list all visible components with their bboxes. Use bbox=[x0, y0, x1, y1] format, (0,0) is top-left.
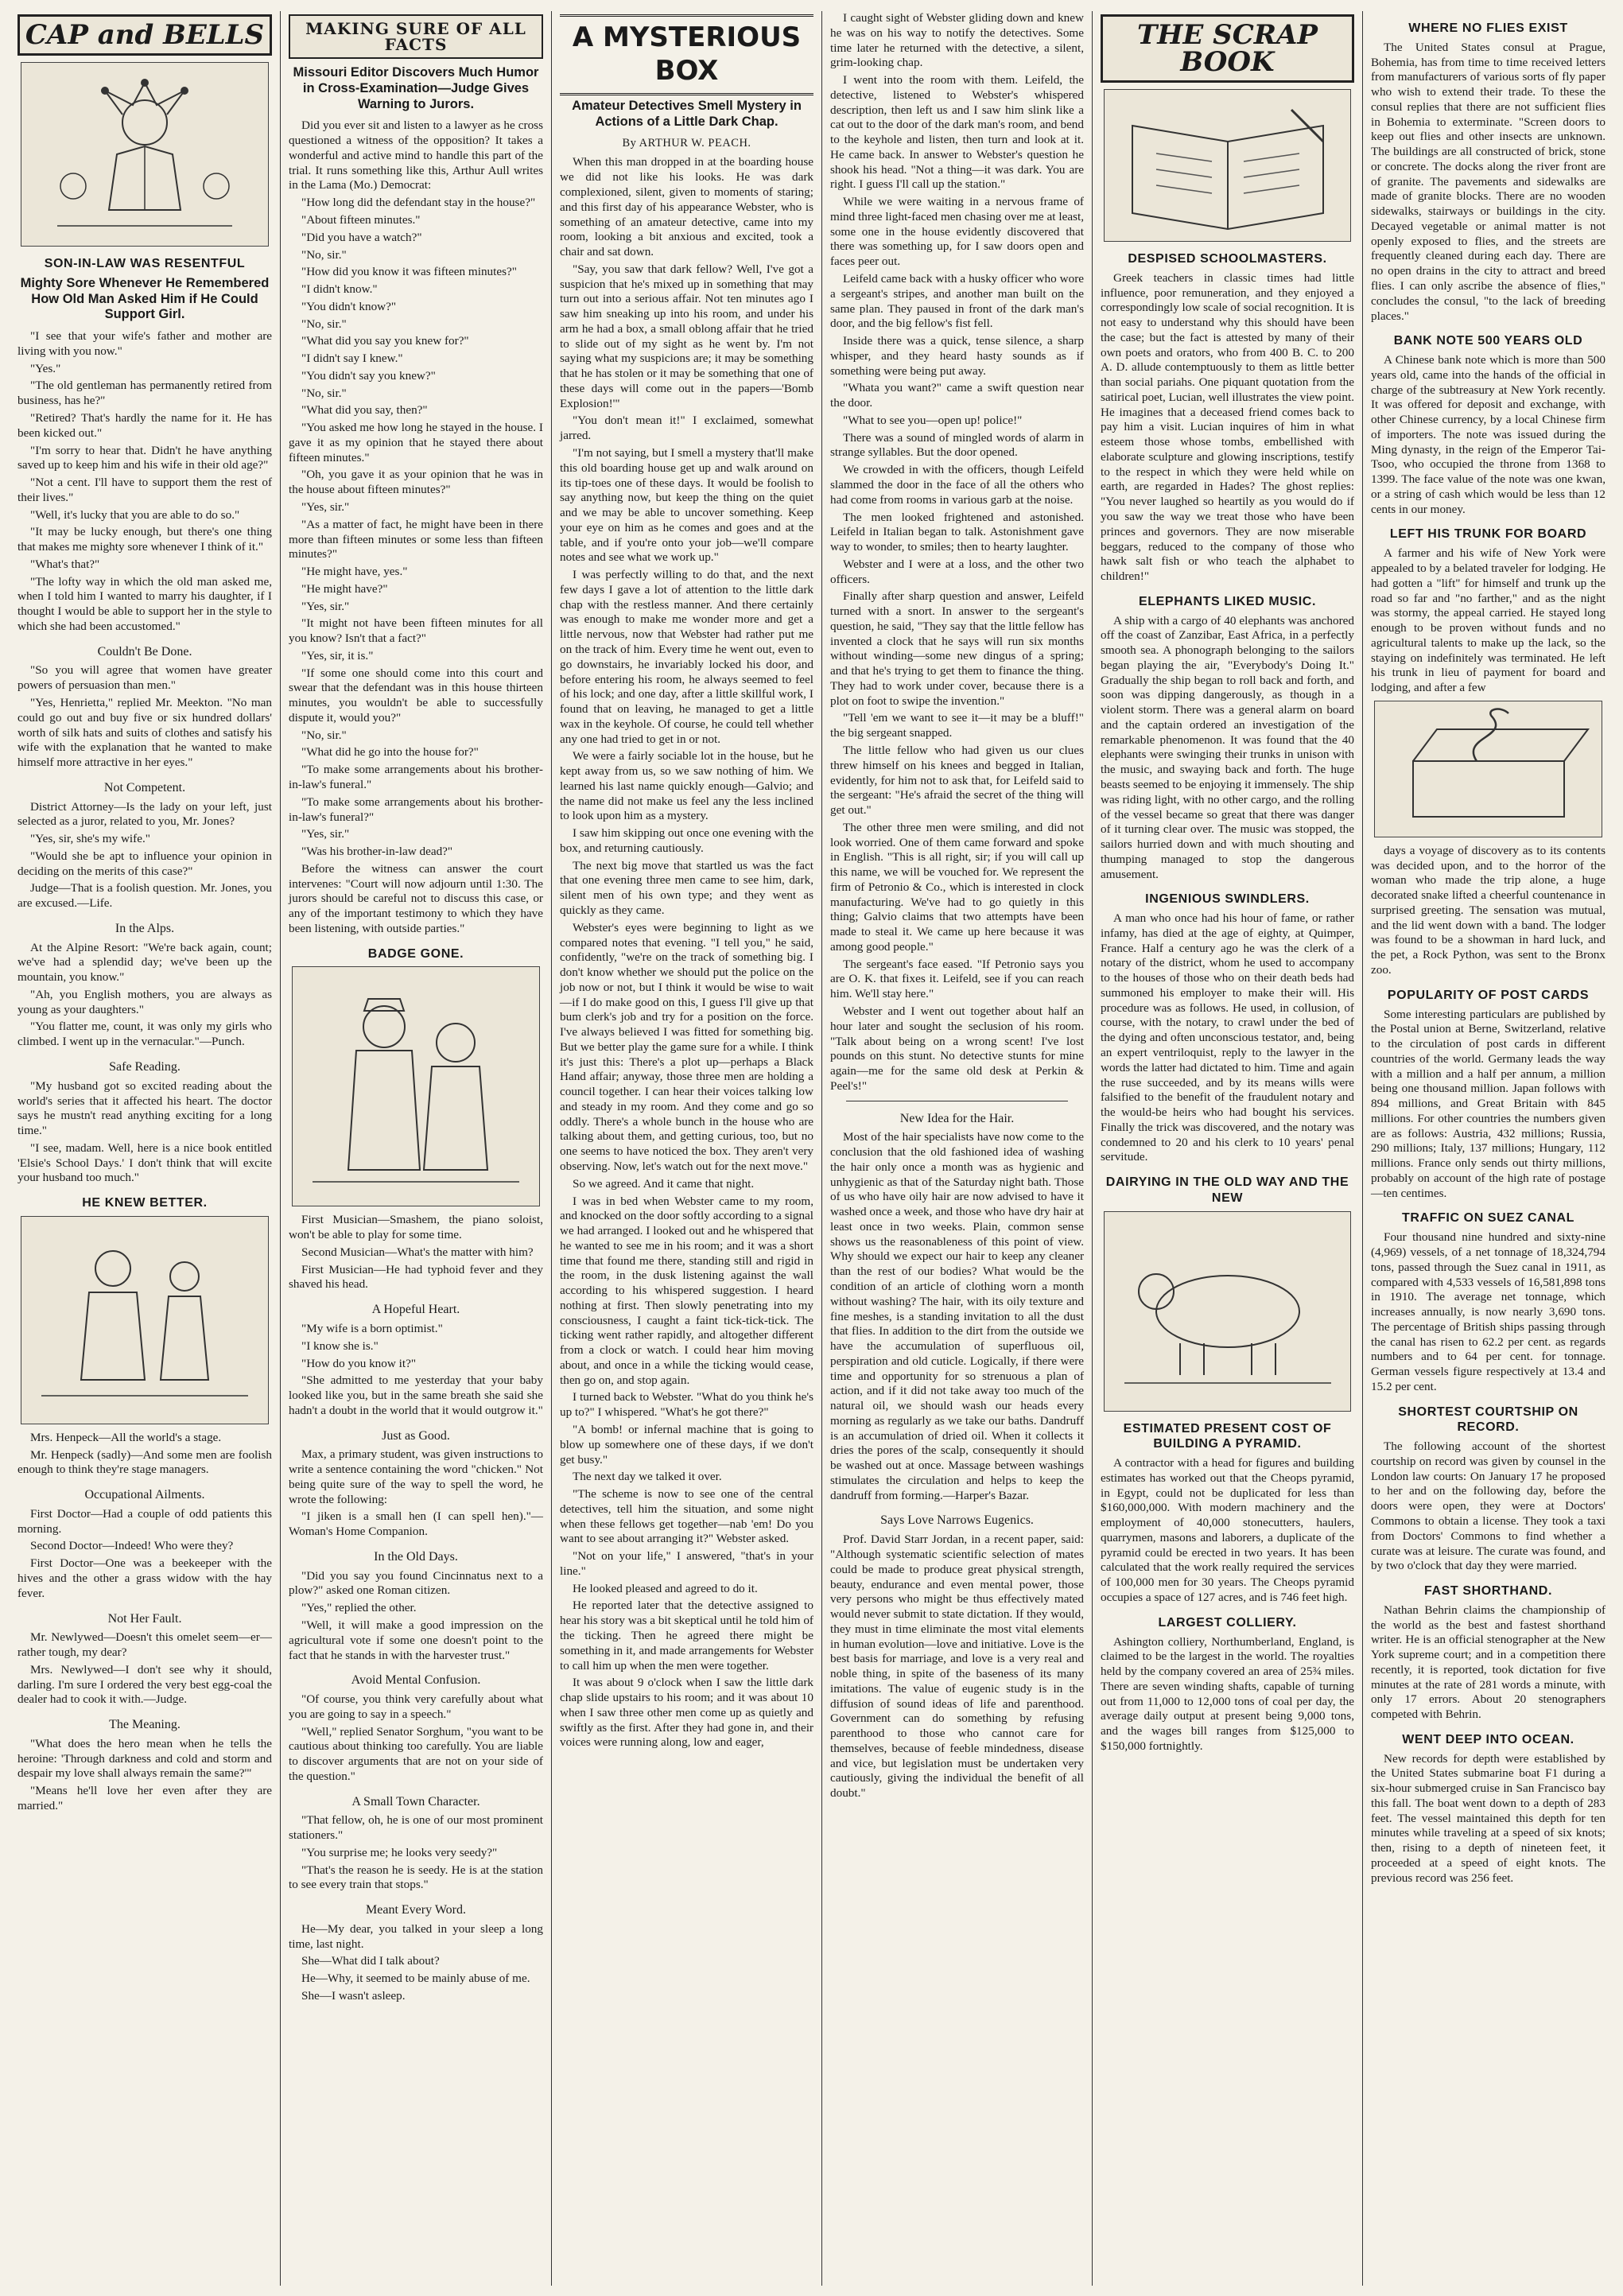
paragraph: It was about 9 o'clock when I saw the little dark chap slide upstairs to his room; and it was about 10 when I saw three other men come up as quietly and swiftly as the first. After they had gone in, and their voices were running along, low and eager, bbox=[560, 1676, 813, 1750]
paragraph: "Means he'll love her even after they are married." bbox=[17, 1784, 272, 1812]
paragraph: "I jiken is a small hen (I can spell hen)."—Woman's Home Companion. bbox=[289, 1509, 543, 1539]
column-5 bbox=[1092, 11, 1362, 2286]
paragraph: District Attorney—Is the lady on your left, just selected as a juror, related to you, Mr. Jones? bbox=[17, 799, 272, 829]
jester-illustration bbox=[21, 62, 269, 247]
paragraph: "My wife is a born optimist." bbox=[301, 1322, 443, 1335]
paragraph: "I didn't know." bbox=[301, 282, 378, 297]
paragraph: I was perfectly willing to do that, and the next few days I gave a lot of attention to the little dark chap with the restless manner. And there certainly was enough to make me wonder more and get a little nervous, now that Webster had rather put me on the track of him. Every time he went out, even to go downstairs, he invariably locked his door, and before entering his room, he always seemed to feel of his lock; and one day, after a little skillful work, I found that on leaving, he managed to get a little wax in the keyhole. Of course, he could tell whether any one had tried to get in or not. bbox=[560, 568, 813, 746]
article-head: A Small Town Character. bbox=[351, 1794, 480, 1808]
paragraph: She—What did I talk about? bbox=[301, 1954, 440, 1968]
paragraph: New records for depth were established by the United States submarine boat F1 during a six-hour submerged cruise in San Francisco bay this fall. The boat went down to a depth of 283 feet. The vessel maintained this depth for ten minutes while traveling at a speed of six knots; then, rising to a depth of nineteen feet, it proceeded at a speed of eight knots. The previous record was 256 feet. bbox=[1371, 1751, 1606, 1885]
paragraph: Second Doctor—Indeed! Who were they? bbox=[30, 1539, 234, 1553]
column-4 bbox=[821, 11, 1092, 2286]
article-byline: By ARTHUR W. PEACH. bbox=[622, 136, 751, 150]
paragraph: A ship with a cargo of 40 elephants was anchored off the coast of Zanzibar, East Africa, in a perfectly smooth sea. A phonograph belonging to the sailors began playing the air, "Everybody's Doing It." Gradually the ship began to roll back and forth, and soon was dipping dangerously, as though in a violent storm. There was a general alarm on board and the captain ordered an investigation of the remarkable phenomenon. It was found that the 40 elephants were swinging their trunks in unison with the music, and swaying back and forth. The huge beasts seemed to be enjoying it immensely. The ship was riding light, with no other cargo, and the rolling of the vessel became so great that there was danger of it turning clear over. The music was stopped, the sailors hurried down and with much shouting and thumping managed to stop the dangerous amusement. bbox=[1101, 613, 1354, 881]
article-head: Not Competent. bbox=[103, 780, 186, 794]
paragraph: Webster and I went out together about half an hour later and sought the seclusion of his room. "Talk about being on a wrong scent! I've lost pounds on this stunt. No detective stunts for mine again—me for the same old desk at Perkin & Peel's!" bbox=[830, 1004, 1084, 1093]
paragraph: "Yes." bbox=[30, 361, 61, 375]
article-head: Not Her Fault. bbox=[107, 1611, 182, 1626]
paragraph: "Retired? That's hardly the name for it. He has been kicked out." bbox=[17, 410, 272, 440]
column-1 bbox=[10, 11, 280, 2286]
paragraph: "No, sir." bbox=[301, 247, 347, 262]
paragraph: "You don't mean it!" I exclaimed, somewhat jarred. bbox=[560, 414, 813, 443]
paragraph: There was a sound of mingled words of alarm in strange syllables. But the door opened. bbox=[830, 430, 1084, 460]
paragraph: So we agreed. And it came that night. bbox=[573, 1176, 755, 1191]
paragraph: "He might have?" bbox=[301, 581, 388, 596]
article-head: BANK NOTE 500 YEARS OLD bbox=[1393, 334, 1583, 348]
paragraph: "I know she is." bbox=[301, 1338, 379, 1353]
paragraph: "She admitted to me yesterday that your baby looked like you, but in the same breath she said she hadn't a doubt in the world that it would outgrow it." bbox=[289, 1373, 543, 1417]
article-deck: Amateur Detectives Smell Mystery in Actions of a Little Dark Chap. bbox=[572, 98, 802, 129]
paragraph: Leifeld came back with a husky officer who wore a sergeant's stripes, and another man built on the same plan. They paused in front of the dark man's door, and the big fellow's fist fell. bbox=[830, 272, 1084, 331]
paragraph: "I didn't say I knew." bbox=[301, 352, 403, 366]
paragraph: "I'm not saying, but I smell a mystery that'll make this old boarding house get up and walk around on its tip-toes one of these days. It would be foolish to say anything now, but keep the thing on the quiet and we may be able to uncover something. Keep your eye on him as he comes and goes and at the table, and if you're onto your job—we'll compare notes and see what we work up." bbox=[560, 446, 813, 565]
column-3 bbox=[551, 11, 821, 2286]
article-head: In the Alps. bbox=[115, 921, 175, 935]
paragraph: "Yes, sir, she's my wife." bbox=[30, 832, 150, 846]
paragraph: She—I wasn't asleep. bbox=[301, 1989, 406, 2003]
paragraph: First Musician—He had typhoid fever and they shaved his head. bbox=[289, 1262, 543, 1292]
article-head: ELEPHANTS LIKED MUSIC. bbox=[1139, 594, 1316, 608]
paragraph: The other three men were smiling, and did not look worried. One of them came forward and spoke in English. "This is all right, sir; if you will call up this name, we will be vouched for. We represent the firm of Petronio & Co., which is interested in clock manufacturing. We've had to go quietly in this thing; Galvio claims that two attempts have been made to steal it. We came up here because it was among good people." bbox=[830, 820, 1084, 954]
paragraph: Before the witness can answer the court intervenes: "Court will now adjourn until 1:30. The jurors should be careful not to discuss this case, or any of the important testimony to which they have been listening, with outside parties." bbox=[289, 861, 543, 935]
article-deck: Mighty Sore Whenever He Remembered How Old Man Asked Him if He Could Support Girl. bbox=[20, 275, 270, 322]
paragraph: "That fellow, oh, he is one of our most prominent stationers." bbox=[289, 1813, 543, 1843]
snake-trunk-icon bbox=[1381, 705, 1596, 833]
article-head: Says Love Narrows Eugenics. bbox=[880, 1513, 1034, 1528]
article-head: A Hopeful Heart. bbox=[371, 1303, 460, 1317]
paragraph: Mr. Newlywed—Doesn't this omelet seem—er—rather tough, my dear? bbox=[17, 1630, 272, 1660]
paragraph: "You surprise me; he looks very seedy?" bbox=[301, 1845, 498, 1859]
paragraph: I was in bed when Webster came to my room, and knocked on the door softly according to a signal we had arranged. I looked out and he whispered that he wanted to see me in his room; and it was a short time that found me there, standing still and rigid in the room, in the dusk listening against the wall according to his whispered suggestion. I heard nothing at first. Then slowly penetrating into my consciousness, I caught a faint tick-tick-tick. The ticking went rather rapidly, and altogether different from a clock or watch. I could hear him moving about, and once in a while the ticking would cease, then go on, and stop again. bbox=[560, 1194, 813, 1387]
paragraph: "I see, madam. Well, here is a nice book entitled 'Elsie's School Days.' I don't think that will excite your husband too much." bbox=[17, 1140, 272, 1185]
jester-icon bbox=[25, 67, 264, 242]
paragraph: "The scheme is now to see one of the central detectives, tell him the situation, and some night when these fellows get together—nab 'em! Do you want to see about arranging it?" Webster asked. bbox=[560, 1487, 813, 1546]
paragraph: A contractor with a head for figures and building estimates has worked out that the Cheops pyramid, in Egypt, could not be duplicated for less than $160,000,000. With modern machinery and the employment of 40,000 stonecutters, haulers, quarrymen, masons and laborers, a duplicate of the pyramid could be erected in two years. It has been calculated that the work really required the services of 100,000 men for 30 years. The Cheops pyramid occupies a space of 127 acres, and is 746 feet high. bbox=[1101, 1456, 1354, 1605]
article-head: ESTIMATED PRESENT COST OF BUILDING A PYRAMID. bbox=[1123, 1421, 1332, 1451]
article-head: Occupational Ailments. bbox=[84, 1488, 205, 1502]
musicians-cartoon bbox=[292, 966, 540, 1206]
paragraph: "Say, you saw that dark fellow? Well, I've got a suspicion that he's mixed up in something that may turn out into a serious affair. Not ten minutes ago I saw him sneaking up into his room, and under his arm he had a box, a small oblong affair that he tried to slide out of my sight as he went by. I'm not saying what my suspicions are; it may be something that he has stolen or it may be something that one of these days will come out in the papers—'Bomb Explosion!'" bbox=[560, 262, 813, 410]
henpeck-cartoon bbox=[21, 1216, 269, 1424]
paragraph: "What's that?" bbox=[30, 557, 100, 571]
article-head: In the Old Days. bbox=[374, 1549, 458, 1564]
article-head: POPULARITY OF POST CARDS bbox=[1387, 988, 1590, 1002]
paragraph: "Yes, sir." bbox=[301, 599, 350, 613]
paragraph: Most of the hair specialists have now come to the conclusion that the old fashioned idea of washing the hair only once a month was as hygienic and unhygienic as that of the Saturday night bath. Those of us who have oily hair are now advised to have it washed once a week, and those who have dry hair at least once in two weeks. Plain, common sense shows us the reasonableness of this point of view. Why should we expect our hair to keep any cleaner than the rest of our bodies? What would be the condition of an article of clothing worn a month without washing? The hair, with its oily texture and fine meshes, is a standing invitation to all the dust that flies. In addition to the dirt from the outside we have the accumulation of superfluous oil, perspiration and old cuticle. Logically, if there were time and opportunity for so strenuous a plan of action, and if it did not take away too much of the natural oil, we should wash our heads every morning as regularly as we take our baths. Dandruff is an accumulation of dried oil. When it collects it dries the pores of the scalp, consequently it should be washed out at once. Massage between washings stimulates the circulation and helps to keep the dandruff from forming.—Harper's Bazar. bbox=[830, 1130, 1084, 1502]
paragraph: "My husband got so excited reading about the world's series that it affected his heart. The doctor says he mustn't read anything exciting for a long time." bbox=[17, 1078, 272, 1138]
scrapbook-illustration bbox=[1104, 89, 1351, 242]
article-head: BADGE GONE. bbox=[367, 946, 464, 961]
paragraph: "What to see you—open up! police!" bbox=[843, 413, 1023, 427]
article-head: LEFT HIS TRUNK FOR BOARD bbox=[1389, 527, 1587, 542]
paragraph: While we were waiting in a nervous frame of mind three light-faced men chasing over me at least, some one in the house evidently discovered that there was something up, for I saw doors open and faces peer out. bbox=[830, 195, 1084, 269]
paragraph: "A bomb! or infernal machine that is going to blow up somewhere one of these days, if we don't get busy." bbox=[560, 1423, 813, 1467]
paragraph: A farmer and his wife of New York were appealed to by a belated traveler for lodging. He had gotten a "lift" for himself and trunk up the road so far and "no farther," and as the night was stormy, the appeal carried. He stayed long enough to be proven without funds and no agricultural talents to make up the lack, so the staying on indefinitely was terminated. He left his trunk in lieu of payment for board and lodging, and after a few bbox=[1371, 546, 1606, 695]
paragraph: "What does the hero mean when he tells the heroine: 'Through darkness and cold and storm and despair my love shall always remain the same?'" bbox=[17, 1736, 272, 1781]
paragraph: We were a fairly sociable lot in the house, but he kept away from us, so we saw nothing of him. We learned his last name quickly enough—Galvio; and the name did not make us feel any the less inclined to look upon him as a mystery. bbox=[560, 749, 813, 823]
paragraph: Finally after sharp question and answer, Leifeld turned with a snort. In answer to the sergeant's question, he said, "They say that the little fellow has invented a clock that he says will run six months without winding—some new dingus of a spring; and that he's trying to get them to finance the thing. They had to work under cover, because there is a plot on foot to swipe the invention." bbox=[830, 589, 1084, 708]
making-sure-masthead: MAKING SURE OF ALL FACTS bbox=[289, 14, 543, 59]
paragraph: "Would she be apt to influence your opinion in deciding on the merits of this case?" bbox=[17, 849, 272, 878]
paragraph: "No, sir." bbox=[301, 728, 347, 742]
paragraph: "If some one should come into this court and swear that the defendant was in this house thirteen minutes, you wouldn't be able to successfully dispute it, would you?" bbox=[289, 666, 543, 725]
paragraph: "No, sir." bbox=[301, 386, 347, 400]
paragraph: The United States consul at Prague, Bohemia, has from time to time received letters from manufacturers of various sorts of fly paper who wish to extend their trade. To these the consul replies that there are not sufficient flies in Bohemia to exterminate. "Screen doors to keep out flies and other insects are unknown. The buildings are all constructed of brick, stone or concrete. The docks along the river front are of granite. The pavements and sidewalks are made of granite blocks. There are no wooden sidewalks, stairways or buildings in the city. Decayed vegetable or animal matter is not openly exposed to flies, and the streets are frequently cleaned during each day. There are no open drains in the city to attract and breed flies. I can only ascribe the absence of flies," concludes the consul, "to the lack of breeding places." bbox=[1371, 40, 1606, 323]
paragraph: First Doctor—Had a couple of odd patients this morning. bbox=[17, 1506, 272, 1536]
article-head: Just as Good. bbox=[382, 1428, 450, 1443]
paragraph: Mrs. Henpeck—All the world's a stage. bbox=[30, 1430, 222, 1444]
paragraph: "Did you have a watch?" bbox=[301, 230, 422, 244]
cow-icon bbox=[1109, 1216, 1347, 1407]
article-head: New Idea for the Hair. bbox=[899, 1111, 1015, 1125]
paragraph: "How long did the defendant stay in the house?" bbox=[301, 196, 536, 210]
dairying-illustration bbox=[1104, 1211, 1351, 1412]
paragraph: He—Why, it seemed to be mainly abuse of me. bbox=[301, 1972, 530, 1986]
article-head: Meant Every Word. bbox=[366, 1903, 466, 1917]
article-head: Couldn't Be Done. bbox=[97, 644, 192, 658]
paragraph: We crowded in with the officers, though Leifeld slammed the door in the face of all the others who had come from rooms in various garb at the noise. bbox=[830, 463, 1084, 507]
paragraph: "Of course, you think very carefully about what you are going to say in a speech." bbox=[289, 1692, 543, 1721]
paragraph: Did you ever sit and listen to a lawyer as he cross questioned a witness of the opposition? It takes a wonderful and active mind to handle this part of the trial. It runs something like this, Arthur Aull writes in the Lama (Mo.) Democrat: bbox=[289, 118, 543, 192]
article-head: TRAFFIC ON SUEZ CANAL bbox=[1401, 1211, 1575, 1226]
column-2 bbox=[280, 11, 551, 2286]
paragraph: "Yes, sir." bbox=[301, 500, 350, 514]
paragraph: Judge—That is a foolish question. Mr. Jones, you are excused.—Life. bbox=[17, 881, 272, 911]
paragraph: The men looked frightened and astonished. Leifeld in Italian began to talk. Astonishment gave way to wonder, to smiles; then to hearty laughter. bbox=[830, 510, 1084, 554]
paragraph: I turned back to Webster. "What do you think he's up to?" I whispered. "What's he got there?" bbox=[560, 1390, 813, 1420]
paragraph: "Did you say you found Cincinnatus next to a plow?" asked one Roman citizen. bbox=[289, 1568, 543, 1598]
open-book-icon bbox=[1109, 94, 1347, 237]
paragraph: First Doctor—One was a beekeeper with the hives and the other a grass widow with the hay fever. bbox=[17, 1556, 272, 1600]
article-head: DAIRYING IN THE OLD WAY AND THE NEW bbox=[1105, 1175, 1349, 1205]
paragraph: "About fifteen minutes." bbox=[301, 212, 421, 227]
paragraph: "Yes, Henrietta," replied Mr. Meekton. "No man could go out and buy five or six hundred dollars' worth of silk hats and suits of clothes and satisfy his wife with the explanation that he wanted to make himself more attractive in her eyes." bbox=[17, 695, 272, 770]
paragraph: "Whata you want?" came a swift question near the door. bbox=[830, 381, 1084, 410]
cap-and-bells-masthead: CAP and BELLS bbox=[17, 14, 272, 56]
paragraph: The next big move that startled us was the fact that one evening three men came to see him, dark, silent men of his own type; and they went as quickly as they came. bbox=[560, 858, 813, 917]
paragraph: The sergeant's face eased. "If Petronio says you are O. K. that fixes it. Leifeld, see if you can reach him. We'll stay here." bbox=[830, 957, 1084, 1001]
mysterious-box-title: A MYSTERIOUS BOX bbox=[560, 14, 813, 95]
paragraph: He looked pleased and agreed to do it. bbox=[573, 1581, 758, 1595]
paragraph: days a voyage of discovery as to its contents was decided upon, and to the horror of the woman who made the trip alone, a huge decorated snake lifted a cheerful countenance in surprised greeting. The sensation was mutual, and the lid went down with a band. The lodger was found to be a showman in hard luck, and the pet, a Rock Python, was sent to the Bronx zoo. bbox=[1371, 843, 1606, 977]
paragraph: He—My dear, you talked in your sleep a long time, last night. bbox=[289, 1921, 543, 1951]
paragraph: "Not a cent. I'll have to support them the rest of their lives." bbox=[17, 476, 272, 504]
article-head: INGENIOUS SWINDLERS. bbox=[1145, 892, 1310, 907]
scrap-book-masthead: THE SCRAP BOOK bbox=[1101, 14, 1354, 83]
paragraph: "Not on your life," I answered, "that's in your line." bbox=[560, 1549, 813, 1578]
paragraph: "You asked me how long he stayed in the house. I gave it as my opinion that he stayed there about fifteen minutes." bbox=[289, 421, 543, 464]
paragraph: "Well, it's lucky that you are able to do so." bbox=[30, 507, 240, 522]
article-deck: Missouri Editor Discovers Much Humor in Cross-Examination—Judge Gives Warning to Jurors. bbox=[293, 65, 539, 111]
paragraph: Some interesting particulars are published by the Postal union at Berne, Switzerland, relative to the circulation of post cards in different countries of the world. Germany leads the way with a million and a half per annum, a million being one thousand million. Japan follows with 894 millions, and Great Britain with 845 millions. For other countries the numbers given are as follows: Austria, 432 millions; Russia, 290 millions; Italy, 137 millions; Hungary, 112 millions. France only sends out thirty millions, probably on account of the high rate of postage—ten centimes. bbox=[1371, 1007, 1606, 1200]
paragraph: Webster and I were at a loss, and the other two officers. bbox=[830, 557, 1084, 586]
paragraph: "It might not have been fifteen minutes for all you know? Isn't that a fact?" bbox=[289, 616, 543, 646]
paragraph: The following account of the shortest courtship on record was given by counsel in the London law courts: On January 17 he proposed to her and on the following day, before the doors were open, they were at Doctors' Commons to obtain a license. They took a taxi from Doctors' Commons to find whether a curate was at leisure. The curate was found, and by two o'clock that day they were married. bbox=[1371, 1439, 1606, 1573]
paragraph: "What did he go into the house for?" bbox=[301, 745, 479, 760]
paragraph: "The lofty way in which the old man asked me, when I told him I wanted to marry his daughter, if I thought I would be able to support her in the style to which she had been accustomed." bbox=[17, 574, 272, 633]
paragraph: At the Alpine Resort: "We're back again, count; we've had a splendid day; we've been up the mountain, you know." bbox=[17, 940, 272, 985]
article-head: Safe Reading. bbox=[109, 1060, 181, 1074]
column-6 bbox=[1362, 11, 1613, 2286]
paragraph: "Ah, you English mothers, you are always as young as your daughters." bbox=[17, 987, 272, 1016]
paragraph: I went into the room with them. Leifeld, the detective, listened to Webster's whispered description, then left us and I saw him slink like a cat out to the door of the dark man's room, and bend to the keyhole and listen, then turn and look at it. He came back. In answer to Webster's question he shook his head. "Not a thing—it was dark. You are right. I guess I'll call up the station." bbox=[830, 73, 1084, 192]
article-head: WENT DEEP INTO OCEAN. bbox=[1402, 1732, 1574, 1746]
paragraph: "As a matter of fact, he might have been in there more than fifteen minutes or some less than fifteen minutes?" bbox=[289, 517, 543, 561]
paragraph: "He might have, yes." bbox=[301, 565, 408, 579]
paragraph: When this man dropped in at the boarding house we did not like his looks. He was dark complexioned, silent, given to moments of staring; and this first day of his appearance Webster, who is something of an amateur detective, came into my room, looking a bit anxious and excited, took a chair and sat down. bbox=[560, 155, 813, 259]
paragraph: Second Musician—What's the matter with him? bbox=[301, 1245, 534, 1259]
paragraph: "Well, it will make a good impression on the agricultural vote if some one doesn't point to the fact that he stands in with the harvester trust." bbox=[289, 1618, 543, 1662]
paragraph: "Was his brother-in-law dead?" bbox=[301, 845, 453, 859]
paragraph: "So you will agree that women have greater powers of persuasion than men." bbox=[17, 663, 272, 693]
paragraph: I saw him skipping out once one evening with the box, and returning cautiously. bbox=[560, 826, 813, 855]
paragraph: "What did you say you knew for?" bbox=[301, 334, 469, 348]
paragraph: Greek teachers in classic times had little influence, poor remuneration, and they enjoyed a correspondingly low scale of social recognition. It is not easy to understand why this should have been the case; but the fact is attested by many of their own poets and orators, who from 400 B. C. to 200 A. D. allude contemptuously to them as little better than social pariahs. One piquant quotation from the satirical poet, Lucian, well illustrates the view point. He imagines that a deceased friend comes back to pay him a visit. Lucian inquires of him in what esteem those whose tombs, embellished with elaborate sculpture and glowing inscriptions, testify to the respect in which they were held while on earth, are regarded in Hades? The ghost replies: "You never laughed so heartily as you would do if you saw the way we treat those who have been princes and governors. They are now miserable beggars, reduced to the company of those who hawk salt fish or who teach the alphabet to children!" bbox=[1101, 270, 1354, 584]
paragraph: The next day we talked it over. bbox=[573, 1470, 722, 1484]
article-head: The Meaning. bbox=[109, 1718, 181, 1732]
paragraph: I caught sight of Webster gliding down and knew he was on his way to notify the detectives. Some time later he returned with the detective, a silent, grim-looking chap. bbox=[830, 11, 1084, 70]
paragraph: First Musician—Smashem, the piano soloist, won't be able to play for some time. bbox=[289, 1213, 543, 1242]
paragraph: Ashington colliery, Northumberland, England, is claimed to be the largest in the world. The royalties held by the company covered an area of 25¾ miles. There are seven winding shafts, capable of turning out from 11,000 to 12,000 tons of coal per day, the average daily output at present being 9,000 tons, and the wages bill ranges from $125,000 to $150,000 fortnightly. bbox=[1101, 1634, 1354, 1753]
paragraph: Nathan Behrin claims the championship of the world as the best and fastest shorthand writer. He is an official stenographer at the New York supreme court; and in a competition there recently, it is reported, took dictation for five minutes at the rate of 281 words a minute, with only 17 errors. About 20 stenographers competed with Behrin. bbox=[1371, 1603, 1606, 1722]
article-head: DESPISED SCHOOLMASTERS. bbox=[1128, 252, 1327, 266]
paragraph: The little fellow who had given us our clues threw himself on his knees and begged in Italian, evidently, for him not to ask that, for Leifeld said to the sergeant: "He's afraid the secret of the thing will get out." bbox=[830, 743, 1084, 818]
paragraph: "No, sir." bbox=[301, 317, 347, 331]
musicians-icon bbox=[297, 971, 535, 1202]
paragraph: "How do you know it?" bbox=[301, 1356, 417, 1370]
paragraph: Max, a primary student, was given instructions to write a sentence containing the word "chicken." Not being quite sure of the way to spell the word, he wrote the following: bbox=[289, 1447, 543, 1506]
paragraph: "I'm sorry to hear that. Didn't he have anything saved up to keep him and his wife in their old age?" bbox=[17, 443, 272, 472]
paragraph: "You didn't know?" bbox=[301, 299, 397, 313]
paragraph: "Yes," replied the other. bbox=[301, 1601, 417, 1615]
paragraph: "Yes, sir." bbox=[301, 827, 350, 841]
paragraph: "That's the reason he is seedy. He is at the station to see every train that stops." bbox=[289, 1863, 543, 1892]
article-head: LARGEST COLLIERY. bbox=[1158, 1615, 1297, 1630]
paragraph: "Oh, you gave it as your opinion that he was in the house about fifteen minutes?" bbox=[289, 468, 543, 497]
paragraph: "You flatter me, count, it was only my girls who climbed. I went up in the vernacular."—Punch. bbox=[17, 1020, 272, 1049]
paragraph: Webster's eyes were beginning to light as we compared notes that evening. "I tell you," he said, confidently, "we're on the track of something big. I don't know whether we should put the police on the job now or not, but I think it would be wise to wait—if I do make good on this, I guess I'll give up that bum clerk's job and try for a position on the force. I've always believed I was fitted for something big. But we better play the game sure for a while. I think it's just this: There's a plot up—perhaps a Black Hand affair; anyway, those three men are holding a council together. I can hear their voices talking low and steady in my room. And they come and go so oddly. There's a whole bunch in the house who are talking about them, and getting curious, too, but no one seems to have noticed the box. They aren't very observing. Now, let's watch out for the next move." bbox=[560, 920, 813, 1173]
article-head: Avoid Mental Confusion. bbox=[351, 1673, 481, 1688]
paragraph: Four thousand nine hundred and sixty-nine (4,969) vessels, of a net tonnage of 18,324,794 tons, passed through the Suez canal in 1911, as compared with 4,533 vessels of 16,581,898 tons in 1910. The average net tonnage, which increases annually, is now nearly 3,690 tons. The percentage of British ships passing through the canal has risen to 62.2 per cent. as regards numbers and to 64 per cent. for tonnage. German vessels figure respectively at 13.4 and 15.2 per cent. bbox=[1371, 1230, 1606, 1393]
cartoon-couple-icon bbox=[25, 1221, 264, 1420]
paragraph: "The old gentleman has permanently retired from business, has he?" bbox=[17, 379, 272, 408]
paragraph: Inside there was a quick, tense silence, a sharp whisper, and they heard hasty sounds as if something were being put away. bbox=[830, 334, 1084, 378]
article-head: FAST SHORTHAND. bbox=[1424, 1584, 1552, 1599]
paragraph: "It may be lucky enough, but there's one thing that makes me mighty sore whenever I think of it." bbox=[17, 525, 272, 554]
paragraph: A man who once had his hour of fame, or rather infamy, has died at the age of eighty, at Quimper, France. Half a century ago he was the clerk of a notary of the district, whom he used to accompany to the houses of those who on their death beds had summoned his employer to make their will. His procedure was as follows. He used, in collusion, of course, with the notary, to crawl under the bed of the dying and often unconscious testator, and, being an expert ventriloquist, reply to the lawyer in the words the latter had dictated to him. Time and again the ruse succeeded, and by its means wills were falsified to the benefit of the fraudulent notary and the would-be heirs who had bought his services. Finally the trick was discovered, and the notary was condemned to 20 and his clerk to 10 years' penal servitude. bbox=[1101, 911, 1354, 1164]
paragraph: "I see that your wife's father and mother are living with you now." bbox=[17, 329, 272, 358]
paragraph: "You didn't say you knew?" bbox=[301, 368, 436, 383]
paragraph: "Well," replied Senator Sorghum, "you want to be cautious about thinking too carefully. You are liable to discover arguments that are not on your side of the question." bbox=[289, 1724, 543, 1783]
paragraph: "To make some arrangements about his brother-in-law's funeral?" bbox=[289, 794, 543, 824]
article-head: HE KNEW BETTER. bbox=[82, 1196, 208, 1210]
paragraph: "Tell 'em we want to see it—it may be a bluff!" the big sergeant snapped. bbox=[830, 711, 1084, 740]
article-head: SHORTEST COURTSHIP ON RECORD. bbox=[1398, 1404, 1578, 1435]
article-head: SON-IN-LAW WAS RESENTFUL bbox=[44, 257, 246, 270]
paragraph: Mr. Henpeck (sadly)—And some men are foolish enough to think they're stage managers. bbox=[17, 1447, 272, 1477]
paragraph: Prof. David Starr Jordan, in a recent paper, said: "Although systematic scientific selection of mates could be made to produce great physical strength, beauty, endurance and even mental power, those very persons who might be thus effectively mated would never submit to state dictation. If they would, they must in time eliminate the most vital elements in human evolution—love and initiative. Love is the best basis for marriage, and love is a very real and noble thing, in spite of the baseness of its many imitations. The value of eugenic study is in the diffusion of sound ideas of life and parenthood. Government can do something by refusing parenthood to those who cannot care for themselves, because of feeble mindedness, disease and vice, but legislation must be undertaken very cautiously, giving the individual the benefit of all doubt." bbox=[830, 1533, 1084, 1801]
paragraph: A Chinese bank note which is more than 500 years old, came into the hands of the official in charge of the subtreasury at New York recently. It was offered for deposit and exchange, with other Chinese currency, by a local Chinese firm of importers. The note was issued during the Ming dynasty, in the reign of the Emperor Tai-Tsoo, who occupied the throne from 1368 to 1399. The face value of the note was one kwan, or a string of cash which would be less than 12 cents in our money. bbox=[1371, 353, 1606, 516]
paragraph: "How did you know it was fifteen minutes?" bbox=[301, 265, 517, 279]
paragraph: "Yes, sir, it is." bbox=[301, 648, 374, 662]
paragraph: "What did you say, then?" bbox=[301, 403, 428, 418]
article-head: WHERE NO FLIES EXIST bbox=[1408, 21, 1568, 35]
paragraph: He reported later that the detective assigned to hear his story was a bit skeptical until he told him of the ticking. Then he agreed there might be something in it, and made arrangements for Webster to call him up when the men were together. bbox=[560, 1599, 813, 1672]
paragraph: "To make some arrangements about his brother-in-law's funeral." bbox=[289, 763, 543, 792]
paragraph: Mrs. Newlywed—I don't see why it should, darling. I'm sure I ordered the very best egg-coal the dealer had to cook it with.—Judge. bbox=[17, 1662, 272, 1707]
trunk-illustration bbox=[1374, 701, 1602, 837]
